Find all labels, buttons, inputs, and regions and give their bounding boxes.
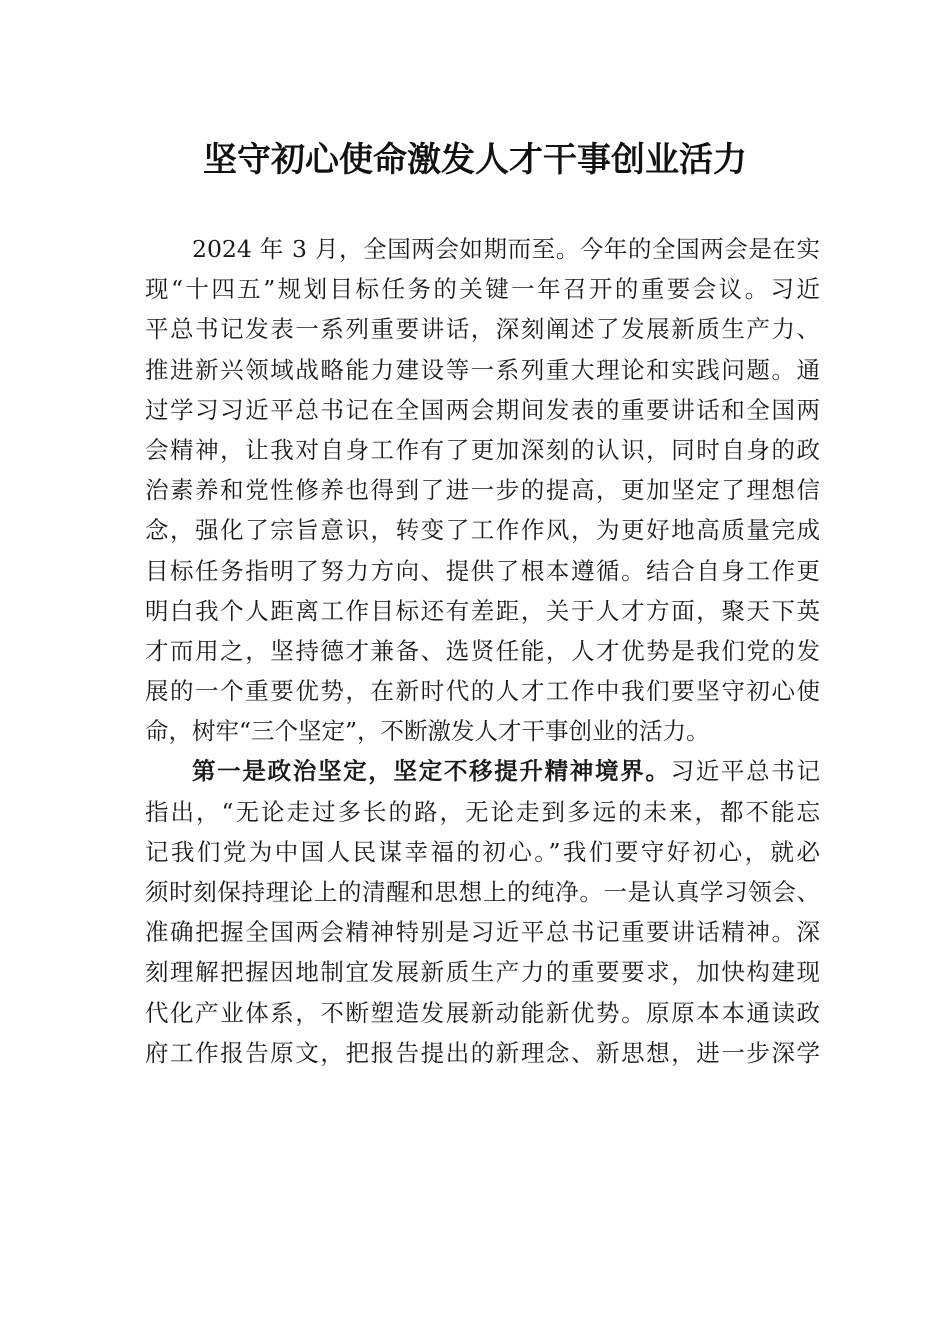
text-line: 记我们党为中国人民谋幸福的初心。”我们要守好初心，就必 — [145, 837, 820, 866]
text-line: 须时刻保持理论上的清醒和思想上的纯净。一是认真学习领会、 — [145, 878, 820, 906]
text-line: 过学习习近平总书记在全国两会期间发表的重要讲话和全国两 — [145, 395, 820, 424]
text-line: 准确把握全国两会精神特别是习近平总书记重要讲话精神。深 — [145, 918, 820, 947]
text-line: 代化产业体系，不断塑造发展新动能新优势。原原本本通读政 — [145, 998, 820, 1027]
text-line: 才而用之，坚持德才兼备、选贤任能，人才优势是我们党的发 — [145, 636, 820, 665]
text-line: 目标任务指明了努力方向、提供了根本遵循。结合自身工作更 — [145, 556, 820, 585]
text-line: 2024 年 3 月，全国两会如期而至。今年的全国两会是在实 — [192, 235, 820, 263]
document-body — [145, 229, 820, 1073]
text-line: 命，树牢“三个坚定”，不断激发人才干事创业的活力。 — [145, 717, 710, 746]
text-line: 平总书记发表一系列重要讲话，深刻阐述了发展新质生产力、 — [145, 315, 820, 344]
document-title: 坚守初心使命激发人才干事创业活力 — [203, 140, 747, 180]
lead-heading: 第一是政治坚定，坚定不移提升精神境界。 — [192, 757, 671, 786]
paragraph-intro — [145, 229, 820, 751]
text-line: 念，强化了宗旨意识，转变了工作作风，为更好地高质量完成 — [145, 516, 820, 545]
text-line: 明白我个人距离工作目标还有差距，关于人才方面，聚天下英 — [145, 596, 820, 625]
text-line-lead — [145, 751, 820, 791]
lead-text: 习近平总书记 — [670, 757, 820, 786]
text-line: 推进新兴领域战略能力建设等一系列重大理论和实践问题。通 — [145, 355, 820, 384]
text-line: 指出，“无论走过多长的路，无论走到多远的未来，都不能忘 — [145, 797, 820, 826]
text-line: 会精神，让我对自身工作有了更加深刻的认识，同时自身的政 — [145, 435, 820, 464]
text-line: 治素养和党性修养也得到了进一步的提高，更加坚定了理想信 — [145, 476, 820, 505]
text-line: 府工作报告原文，把报告提出的新理念、新思想，进一步深学 — [145, 1038, 820, 1067]
text-line: 现“十四五”规划目标任务的关键一年召开的重要会议。习近 — [145, 275, 820, 304]
paragraph-political-firmness — [145, 751, 820, 1073]
text-line: 展的一个重要优势，在新时代的人才工作中我们要坚守初心使 — [145, 677, 820, 706]
text-line: 刻理解把握因地制宜发展新质生产力的重要要求，加快构建现 — [145, 958, 820, 987]
